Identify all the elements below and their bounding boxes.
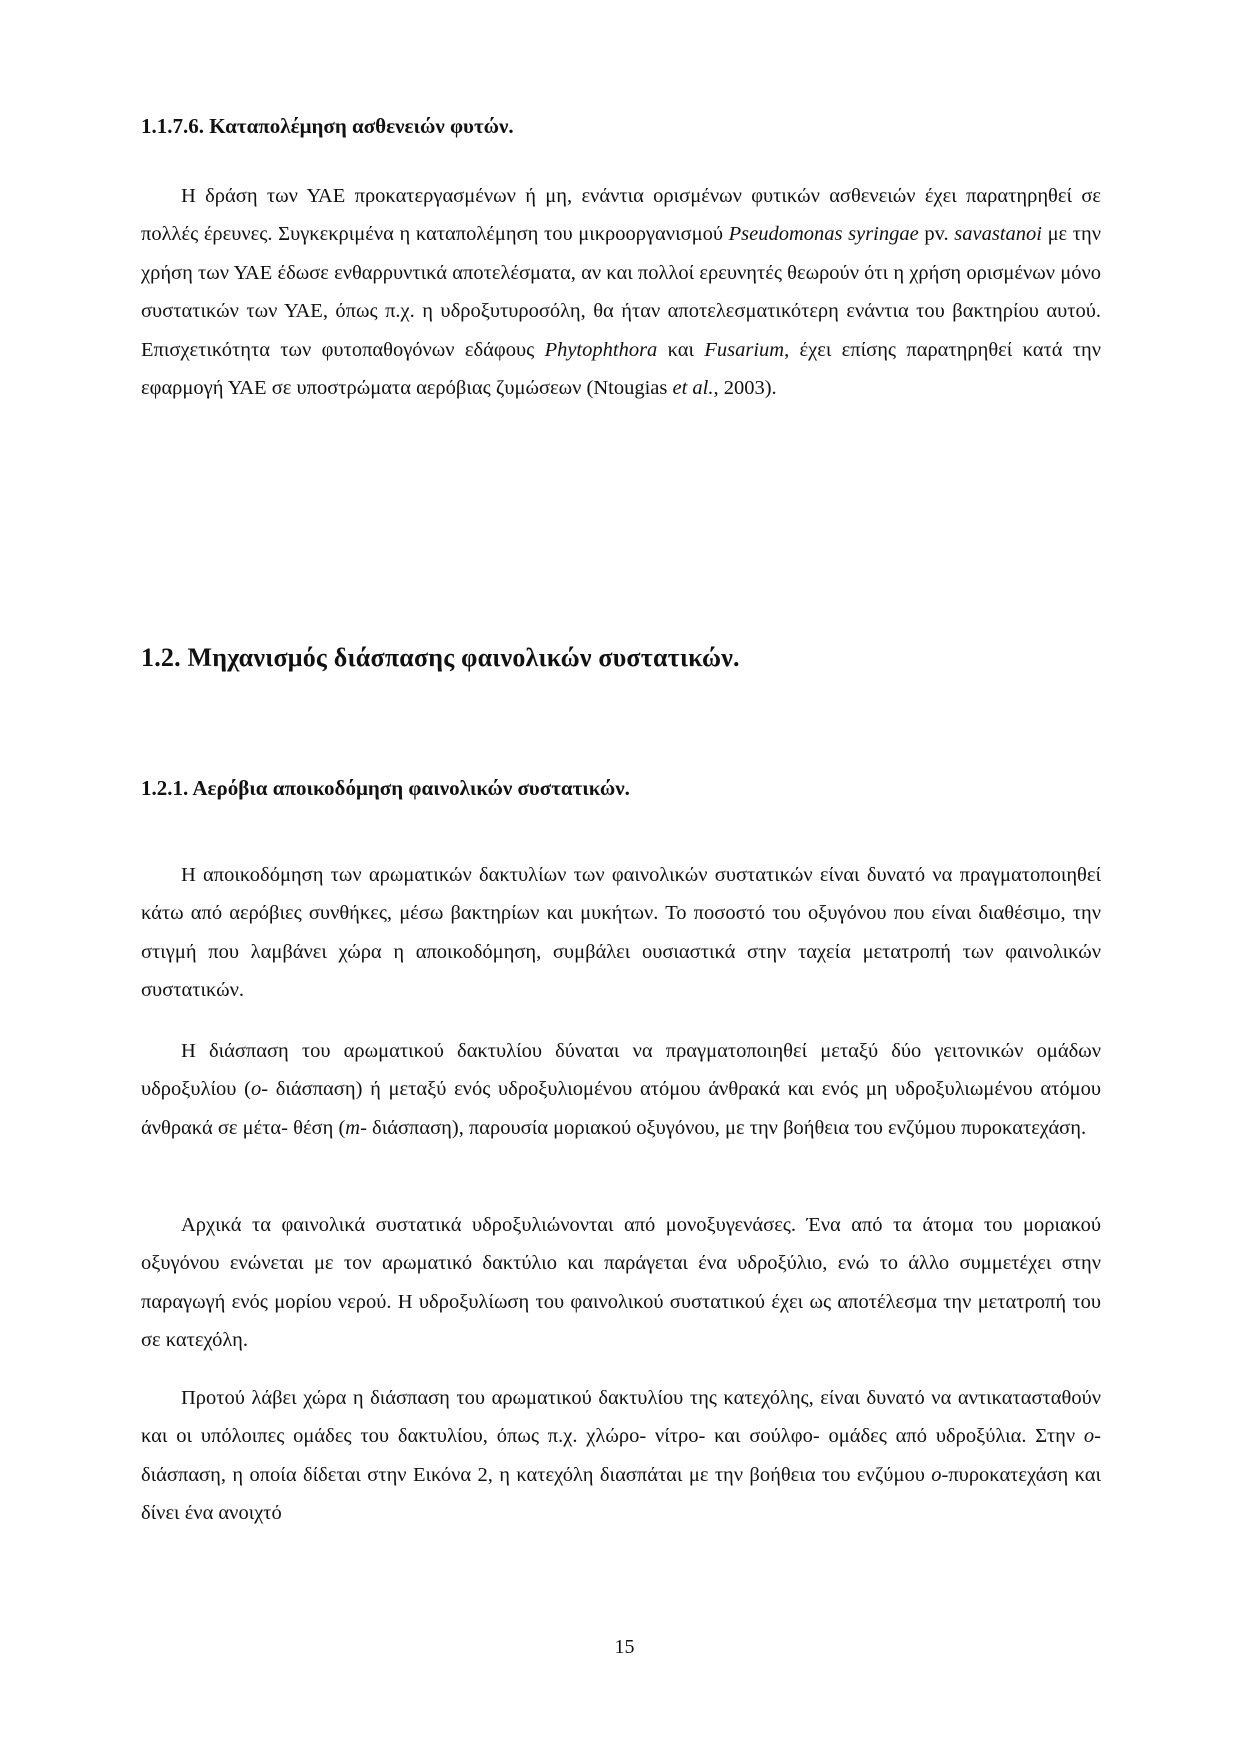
section-heading-1-1-7-6: 1.1.7.6. Καταπολέμηση ασθενειών φυτών.	[141, 114, 514, 138]
page-number: 15	[614, 1636, 635, 1658]
text-run: και	[657, 338, 705, 361]
text-run: με την χρήση των ΥΑΕ έδωσε ενθαρρυντικά αποτελέσματα, αν και πολλοί ερευνητές θεωρούν ότι η χρήση ορισμένων μόνο συστατικών των ΥΑΕ, όπως π.χ. η υδροξυτυροσόλη, θα ήταν αποτελεσματικότερη ενάντια του βακτηρίου αυτού. Επισχετικότητα των φυτοπαθογόνων εδάφους	[141, 223, 1101, 361]
text-run: διάσπαση, η οποία δίδεται στην Εικόνα 2, η κατεχόλη διασπάται με την βοήθεια του ενζύμου	[141, 1463, 932, 1486]
italic-species-name: Pseudomonas syringae	[728, 223, 919, 246]
italic-ortho-prefix: o-	[1083, 1425, 1101, 1448]
italic-citation: et al.	[672, 377, 714, 400]
section-heading-1-2-1: 1.2.1. Αερόβια αποικοδόμηση φαινολικών συστατικών.	[141, 776, 630, 800]
text-run: Η διάσπαση του αρωματικού δακτυλίου δύναται να πραγματοποιηθεί μεταξύ δύο γειτονικών ομάδων υδροξυλίου (	[141, 1040, 1101, 1101]
italic-genus-name: Fusarium	[704, 338, 785, 361]
italic-ortho-prefix: o-	[250, 1078, 269, 1101]
paragraph-ring-cleavage	[141, 1032, 1101, 1147]
text-run: διάσπαση), παρουσία μοριακού οξυγόνου, με την βοήθεια του ενζύμου πυροκατεχάση.	[366, 1116, 1087, 1139]
text-run: πυροκατεχάση και δίνει ένα ανοιχτό	[141, 1463, 1101, 1525]
paragraph-aerobic-degradation: Η αποικοδόμηση των αρωματικών δακτυλίων των φαινολικών συστατικών είναι δυνατό να πραγματοποιηθεί κάτω από αερόβιες συνθήκες, μέσω βακτηρίων και μυκήτων. Το ποσοστό του οξυγόνου που είναι διαθέσιμο, την στιγμή που λαμβάνει χώρα η αποικοδόμηση, συμβάλει ουσιαστικά στην ταχεία μετατροπή των φαινολικών συστατικών.	[141, 864, 1101, 1002]
italic-genus-name: Phytophthora	[544, 338, 658, 361]
text-run: Η δράση των ΥΑΕ προκατεργασμένων ή μη, ενάντια ορισμένων φυτικών ασθενειών έχει παρατηρηθεί σε πολλές έρευνες. Συγκεκριμένα η καταπολέμηση του μικροοργανισμού	[141, 185, 1101, 246]
italic-meta-prefix: m-	[345, 1116, 367, 1139]
italic-ortho-prefix: o-	[931, 1463, 949, 1486]
text-run: , 2003).	[713, 377, 777, 400]
paragraph-hydroxylation: Αρχικά τα φαινολικά συστατικά υδροξυλιώνονται από μονοξυγενάσες. Ένα από τα άτομα του μοριακού οξυγόνου ενώνεται με τον αρωματικό δακτύλιο και παράγεται ένα υδροξύλιο, ενώ το άλλο συμμετέχει στην παραγωγή ενός μορίου νερού. Η υδροξυλίωση του φαινολικού συστατικού έχει ως αποτέλεσμα την μετατροπή του σε κατεχόλη.	[141, 1214, 1101, 1352]
text-run: Προτού λάβει χώρα η διάσπαση του αρωματικού δακτυλίου της κατεχόλης, είναι δυνατό να αντικατασταθούν και οι υπόλοιπες ομάδες του δακτυλίου, όπως π.χ. χλώρο- νίτρο- και σούλφο- ομάδες από υδροξύλια. Στην	[141, 1387, 1101, 1448]
section-heading-1-2: 1.2. Μηχανισμός διάσπασης φαινολικών συστατικών.	[141, 643, 740, 672]
italic-species-name: savastanoi	[954, 223, 1042, 246]
text-run: διάσπαση) ή μεταξύ ενός υδροξυλιομένου ατόμου άνθρακά και ενός μη υδροξυλιωμένου ατόμου άνθρακά σε μέτα- θέση (	[141, 1078, 1102, 1139]
text-run: , έχει επίσης παρατηρηθεί κατά την εφαρμογή ΥΑΕ σε υποστρώματα αερόβιας ζυμώσεων (Ntougias	[141, 338, 1101, 400]
paragraph-plant-diseases	[141, 177, 1101, 407]
paragraph-catechol	[141, 1379, 1101, 1533]
text-run: pv.	[918, 223, 955, 246]
